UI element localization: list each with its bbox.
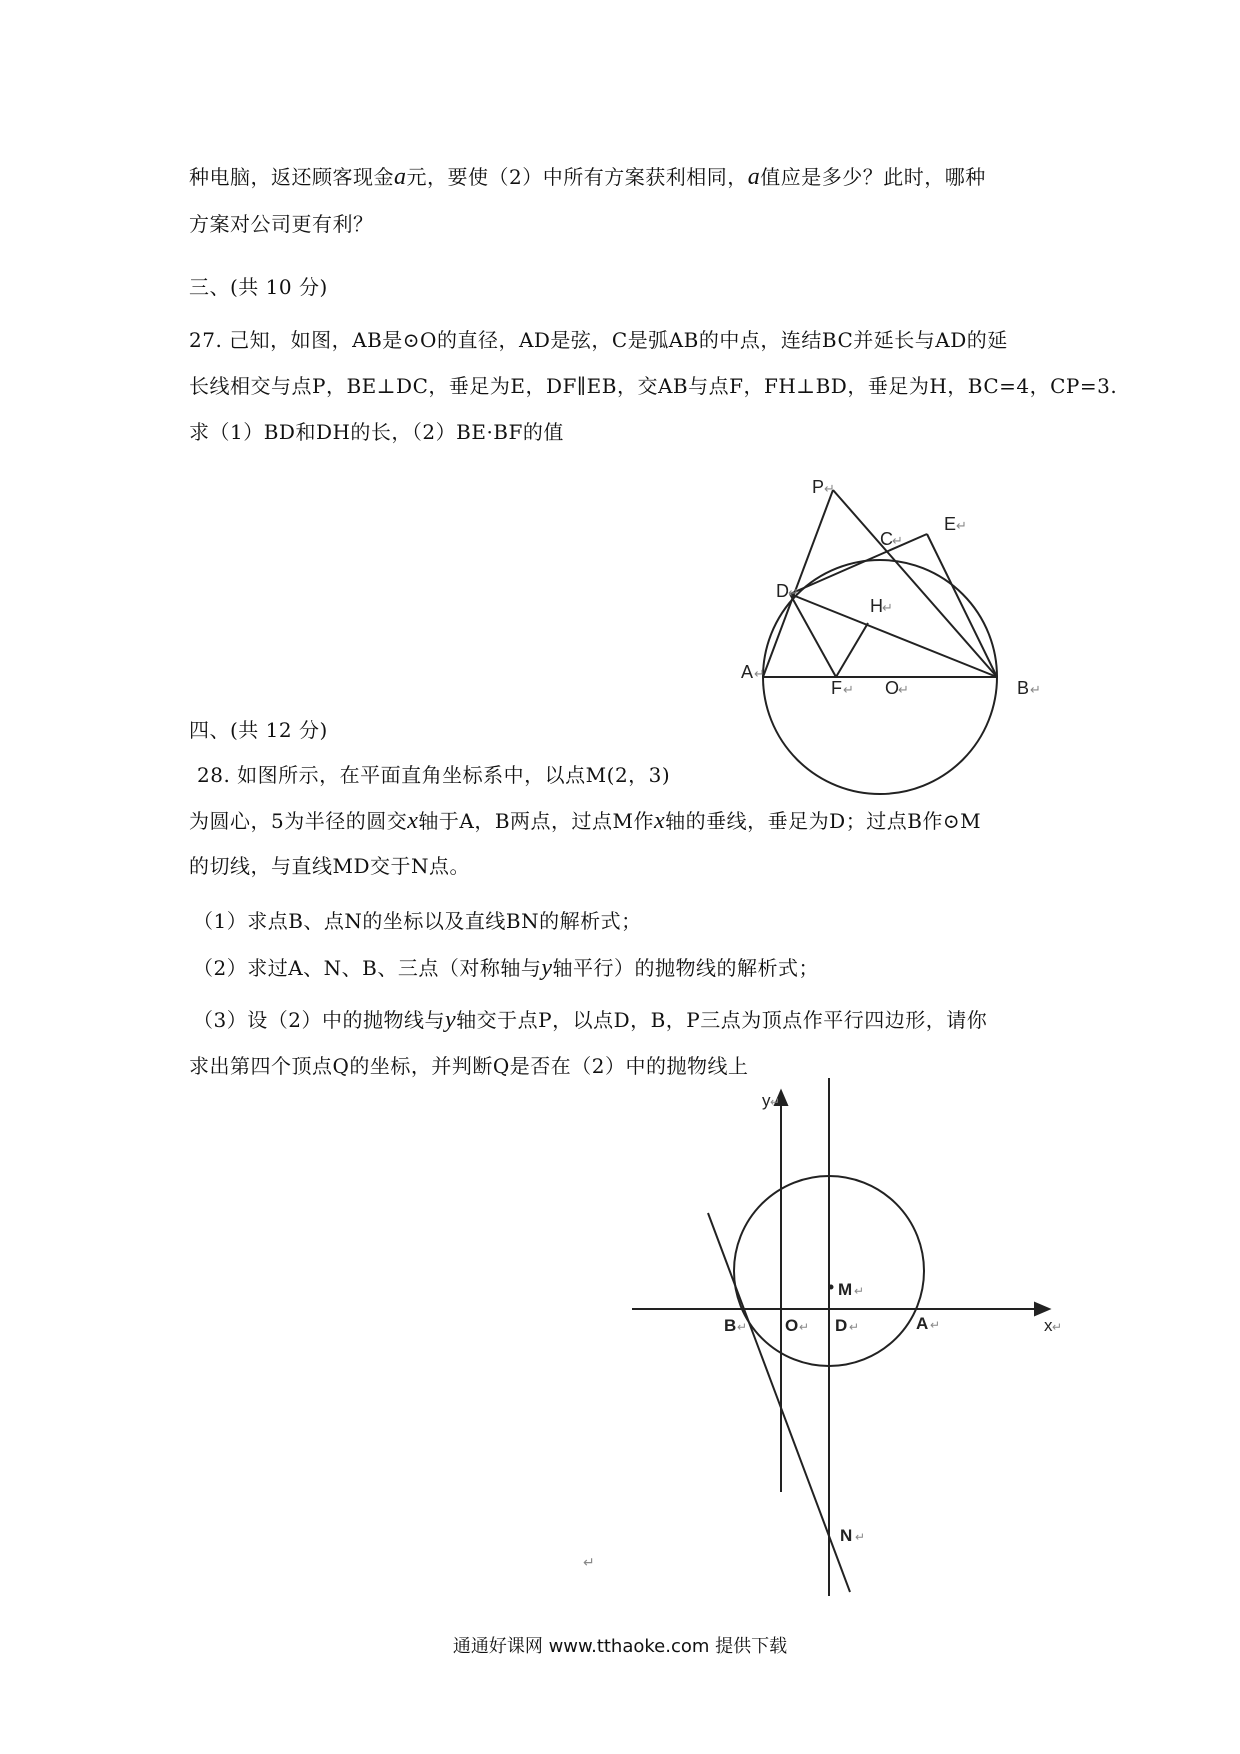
return-mark: ↵ <box>956 518 967 533</box>
label-y: y <box>762 1091 771 1110</box>
label-d: D <box>835 1316 848 1335</box>
var-y: y <box>541 955 553 981</box>
return-mark: ↵ <box>824 481 835 496</box>
q28-line-1: 28. 如图所示，在平面直角坐标系中，以点M(2，3) <box>197 763 671 787</box>
return-mark: ↵ <box>892 533 903 548</box>
point-m <box>829 1285 834 1290</box>
label-e: E <box>944 514 957 534</box>
q28-line-2: 为圆心，5为半径的圆交x轴于A，B两点，过点M作x轴的垂线，垂足为D；过点B作⊙M <box>189 808 982 834</box>
q26-line-1: 种电脑，返还顾客现金a元，要使（2）中所有方案获利相同，a值应是多少？此时，哪种 <box>189 164 986 190</box>
var-y: y <box>444 1007 457 1033</box>
return-mark: ↵ <box>788 585 799 600</box>
q28-part-1: （1）求点B、点N的坐标以及直线BN的解析式； <box>193 909 642 933</box>
label-m: M <box>838 1280 853 1299</box>
return-mark: ↵ <box>770 1095 781 1109</box>
footer: 通通好课网 www.tthaoke.com 提供下载 <box>452 1636 788 1657</box>
return-mark: ↵ <box>898 682 909 697</box>
q27-line-1: 27. 己知，如图，AB是⊙O的直径，AD是弦，C是弧AB的中点，连结BC并延长与AD的延 <box>189 328 1008 352</box>
label-x: x <box>1044 1316 1053 1335</box>
figure-28 <box>620 1075 1080 1615</box>
label-p: P <box>812 477 825 497</box>
line-fh <box>836 623 868 677</box>
line-db <box>790 594 997 677</box>
label-h: H <box>870 596 883 616</box>
label-a: A <box>741 662 754 682</box>
line-eb <box>927 534 997 677</box>
line-ap <box>763 490 833 677</box>
return-mark: ↵ <box>843 682 854 697</box>
return-mark: ↵ <box>754 666 765 681</box>
label-n: N <box>840 1526 853 1545</box>
label-b: B <box>724 1316 737 1335</box>
return-mark: ↵ <box>930 1318 941 1332</box>
section-3-heading: 三、(共 10 分) <box>189 275 328 299</box>
return-mark: ↵ <box>1030 682 1041 697</box>
label-a: A <box>916 1314 929 1333</box>
x-axis-arrow <box>1035 1303 1049 1315</box>
var-x: x <box>407 808 419 834</box>
label-c: C <box>880 529 893 549</box>
section-4-heading: 四、(共 12 分) <box>189 718 328 742</box>
q26-line-2: 方案对公司更有利？ <box>189 212 374 236</box>
return-mark: ↵ <box>882 600 893 615</box>
var-a: a <box>394 164 407 190</box>
return-mark: ↵ <box>855 1530 866 1544</box>
var-x: x <box>654 808 666 834</box>
q28-part-3-line-2: 求出第四个顶点Q的坐标，并判断Q是否在（2）中的抛物线上 <box>189 1054 749 1078</box>
stray-return-mark: ↵ <box>583 1555 595 1571</box>
return-mark: ↵ <box>1052 1320 1063 1334</box>
return-mark: ↵ <box>854 1284 865 1298</box>
return-mark: ↵ <box>849 1320 860 1334</box>
var-a: a <box>747 164 761 190</box>
label-f: F <box>831 678 842 698</box>
q28-part-3: （3）设（2）中的抛物线与y轴交于点P，以点D，B，P三点为顶点作平行四边形，请你 <box>193 1007 988 1033</box>
label-b: B <box>1017 678 1030 698</box>
line-df <box>790 594 836 677</box>
line-pb <box>833 490 997 677</box>
q28-line-3: 的切线，与直线MD交于N点。 <box>189 854 471 878</box>
q28-part-2: （2）求过A、N、B、三点（对称轴与y轴平行）的抛物线的解析式； <box>193 955 820 981</box>
return-mark: ↵ <box>799 1320 810 1334</box>
return-mark: ↵ <box>737 1320 748 1334</box>
q27-line-2: 长线相交与点P，BE⊥DC，垂足为E，DF∥EB，交AB与点F，FH⊥BD，垂足为H，BC=4，CP=3. <box>189 374 1118 398</box>
label-o: O <box>785 1316 799 1335</box>
label-o: O <box>885 678 900 698</box>
figure-27 <box>730 470 1060 800</box>
q27-line-3: 求（1）BD和DH的长，（2）BE·BF的值 <box>189 420 564 444</box>
label-d: D <box>776 581 789 601</box>
